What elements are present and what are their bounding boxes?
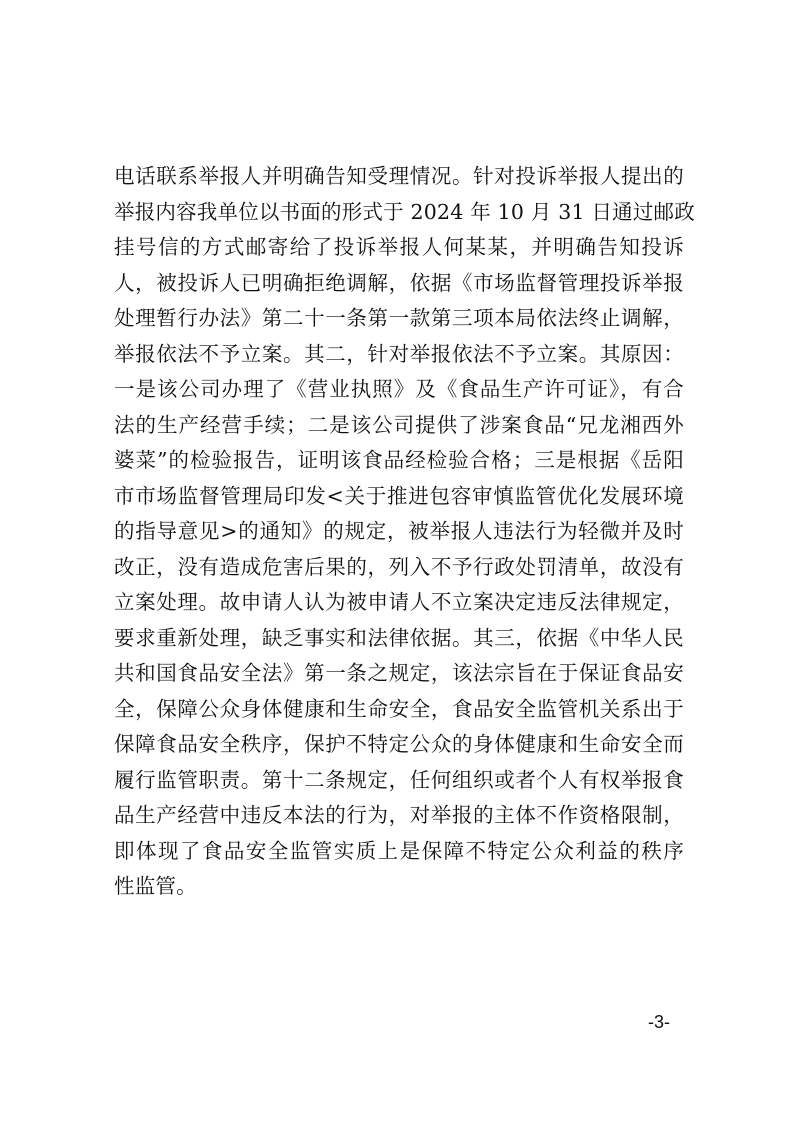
text-line: 的指导意见>的通知》的规定，被举报人违法行为轻微并及时 bbox=[114, 519, 684, 543]
page-number: -3- bbox=[648, 1012, 670, 1032]
text-line: 履行监管职责。第十二条规定，任何组织或者个人有权举报食 bbox=[114, 767, 684, 792]
text-line: 改正，没有造成危害后果的，列入不予行政处罚清单，故没有 bbox=[114, 554, 684, 579]
text-line: 电话联系举报人并明确告知受理情况。针对投诉举报人提出的 bbox=[114, 164, 684, 188]
text-line: 一是该公司办理了《营业执照》及《食品生产许可证》，有合 bbox=[114, 377, 684, 401]
text-line: 举报依法不予立案。其二，针对举报依法不予立案。其原因： bbox=[114, 341, 684, 366]
text-line: 法的生产经营手续；二是该公司提供了涉案食品“兄龙湘西外 bbox=[114, 412, 684, 437]
text-line: 全，保障公众身体健康和生命安全，食品安全监管机关系出于 bbox=[114, 696, 684, 721]
text-line: 保障食品安全秩序，保护不特定公众的身体健康和生命安全而 bbox=[114, 732, 684, 756]
body-text bbox=[114, 159, 695, 905]
text-line: 举报内容我单位以书面的形式于 2024 年 10 月 31 日通过邮政 bbox=[114, 199, 695, 224]
text-line: 挂号信的方式邮寄给了投诉举报人何某某，并明确告知投诉 bbox=[114, 235, 684, 259]
text-line: 婆菜”的检验报告，证明该食品经检验合格；三是根据《岳阳 bbox=[114, 448, 684, 472]
text-line: 人，被投诉人已明确拒绝调解，依据《市场监督管理投诉举报 bbox=[114, 270, 684, 295]
text-line: 要求重新处理，缺乏事实和法律依据。其三，依据《中华人民 bbox=[114, 625, 684, 650]
text-line: 市市场监督管理局印发<关于推进包容审慎监管优化发展环境 bbox=[114, 483, 684, 508]
text-line: 品生产经营中违反本法的行为，对举报的主体不作资格限制， bbox=[114, 803, 684, 827]
text-line: 立案处理。故申请人认为被申请人不立案决定违反法律规定， bbox=[114, 590, 684, 614]
text-line: 性监管。 bbox=[114, 874, 197, 898]
text-line: 处理暂行办法》第二十一条第一款第三项本局依法终止调解， bbox=[114, 306, 684, 330]
text-line: 共和国食品安全法》第一条之规定，该法宗旨在于保证食品安 bbox=[114, 661, 684, 685]
text-line: 即体现了食品安全监管实质上是保障不特定公众利益的秩序 bbox=[114, 838, 684, 863]
